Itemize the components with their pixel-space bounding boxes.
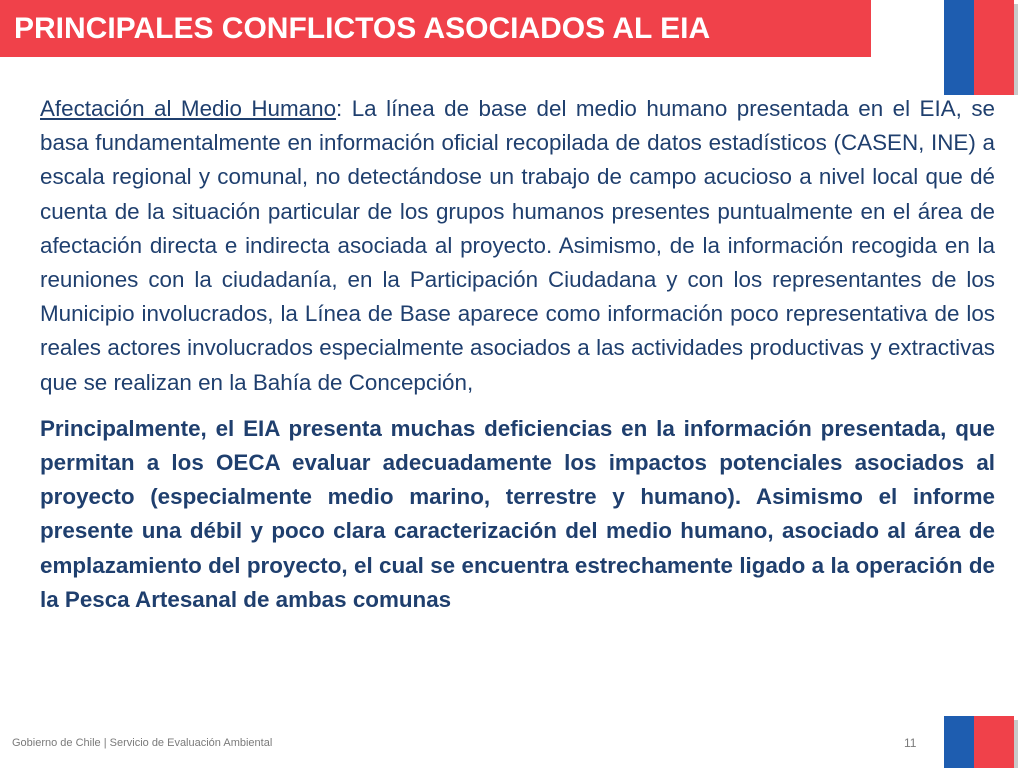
flag-shadow xyxy=(1014,4,1018,95)
paragraph-medio-humano xyxy=(40,92,995,400)
page-number: 11 xyxy=(904,736,917,750)
flag-red-stripe xyxy=(974,716,1014,768)
paragraph-body: : La línea de base del medio humano presentada en el EIA, se basa fundamentalmente en información oficial recopilada de datos estadísticos (CASEN, INE) a escala regional y comunal, no detectándose un trabajo de campo acucioso a nivel local que dé cuenta de la situación particular de los grupos humanos presentes puntualmente en el área de afectación directa e indirecta asociada al proyecto. Asimismo, de la información recogida en la reuniones con la ciudadanía, en la Participación Ciudadana y con los representantes de los Municipio involucrados, la Línea de Base aparece como información poco representativa de los reales actores involucrados especialmente asociados a las actividades productivas y extractivas que se realizan en la Bahía de Concepción, xyxy=(40,96,995,395)
slide-content xyxy=(40,92,995,617)
flag-blue-stripe xyxy=(944,716,974,768)
paragraph-heading: Afectación al Medio Humano xyxy=(40,96,337,121)
title-bar xyxy=(0,0,871,57)
flag-red-stripe xyxy=(974,0,1014,95)
slide-title: PRINCIPALES CONFLICTOS ASOCIADOS AL EIA xyxy=(14,11,711,45)
flag-shadow xyxy=(1014,720,1018,768)
flag-logo-bottom xyxy=(944,716,1018,768)
paragraph-summary: Principalmente, el EIA presenta muchas deficiencias en la información presentada, que permitan a los OECA evaluar adecuadamente los impactos potenciales asociados al proyecto (especialmente medio marino, terrestre y humano). Asimismo el informe presente una débil y poco clara caracterización del medio humano, asociado al área de emplazamiento del proyecto, el cual se encuentra estrechamente ligado a la operación de la Pesca Artesanal de ambas comunas xyxy=(40,415,995,612)
flag-logo-top xyxy=(944,0,1018,95)
footer-text: Gobierno de Chile | Servicio de Evaluación Ambiental xyxy=(12,737,273,749)
flag-blue-stripe xyxy=(944,0,974,95)
